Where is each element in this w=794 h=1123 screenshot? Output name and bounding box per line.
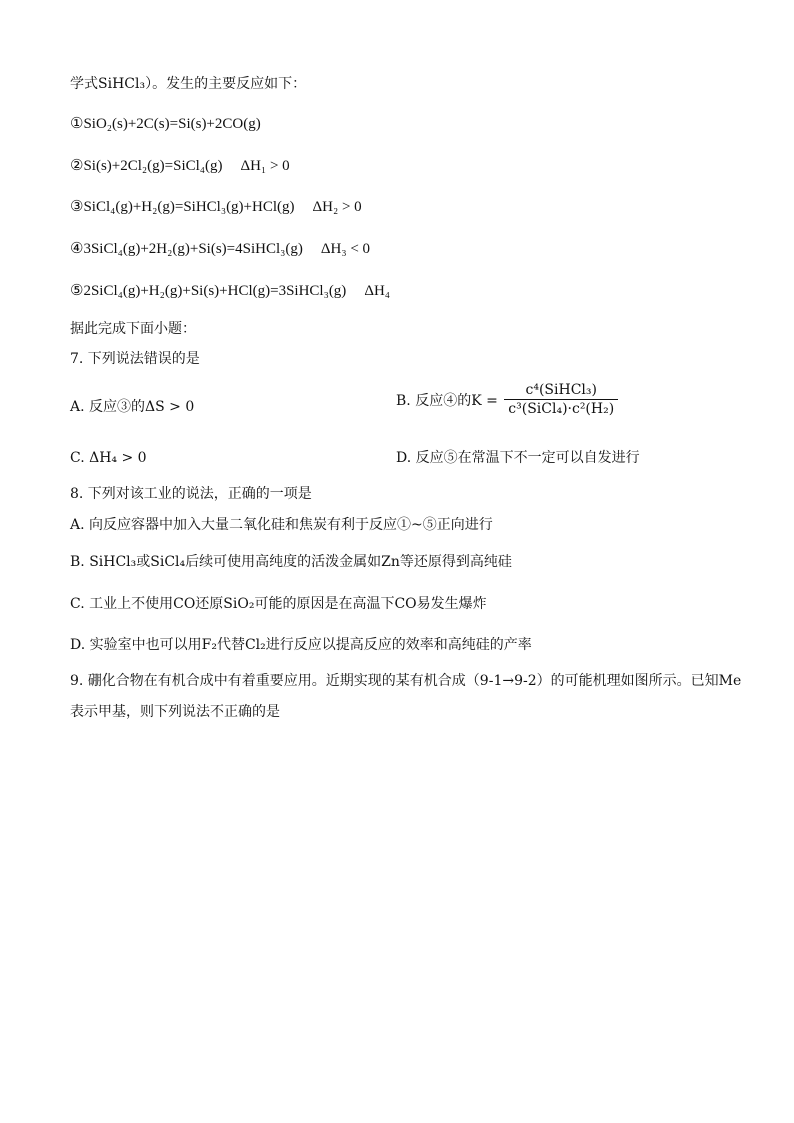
reaction-equation: ①SiO₂(s)+2C(s)=Si(s)+2CO(g) bbox=[70, 116, 261, 132]
question-8-option-b: B. SiHCl₃或SiCl₄后续可使用高纯度的活泼金属如Zn等还原得到高纯硅 bbox=[70, 554, 512, 570]
reaction-equation: ②Si(s)+2Cl₂(g)=SiCl₄(g) bbox=[70, 158, 223, 174]
reaction-1 bbox=[70, 115, 261, 133]
question-7-stem: 7. 下列说法错误的是 bbox=[70, 351, 200, 367]
reaction-equation: ③SiCl₄(g)+H₂(g)=SiHCl₃(g)+HCl(g) bbox=[70, 199, 295, 215]
question-8-option-d: D. 实验室中也可以用F₂代替Cl₂进行反应以提高反应的效率和高纯硅的产率 bbox=[70, 637, 532, 653]
question-7-option-a: A. 反应③的ΔS > 0 bbox=[70, 399, 195, 415]
intro-text: 学式SiHCl₃）。发生的主要反应如下： bbox=[70, 76, 307, 92]
enthalpy-condition: ΔH₄ bbox=[364, 283, 391, 299]
question-9-stem-line-2: 表示甲基，则下列说法不正确的是 bbox=[70, 704, 280, 720]
reaction-3 bbox=[70, 198, 362, 216]
option-b-prefix: B. 反应④的K = bbox=[396, 392, 498, 409]
question-7-option-c: C. ΔH₄ > 0 bbox=[70, 450, 147, 466]
fraction-numerator: c⁴(SiHCl₃) bbox=[504, 381, 618, 400]
question-8-stem: 8. 下列对该工业的说法，正确的一项是 bbox=[70, 486, 312, 502]
enthalpy-condition: ΔH₁ > 0 bbox=[240, 158, 290, 174]
reaction-5 bbox=[70, 282, 390, 300]
enthalpy-condition: ΔH₃ < 0 bbox=[320, 241, 371, 257]
fraction-denominator: c³(SiCl₄)·c²(H₂) bbox=[508, 401, 615, 417]
reaction-4 bbox=[70, 240, 370, 258]
reaction-equation: ④3SiCl₄(g)+2H₂(g)+Si(s)=4SiHCl₃(g) bbox=[70, 241, 303, 257]
enthalpy-condition: ΔH₂ > 0 bbox=[312, 199, 362, 215]
question-9-stem-line-1: 9. 硼化合物在有机合成中有着重要应用。近期实现的某有机合成（9-1→9-2）的可能机理如图所示。已知Me bbox=[70, 673, 742, 689]
question-7-option-d: D. 反应⑤在常温下不一定可以自发进行 bbox=[396, 450, 640, 466]
reaction-equation: ⑤2SiCl₄(g)+H₂(g)+Si(s)+HCl(g)=3SiHCl₃(g) bbox=[70, 283, 347, 299]
equilibrium-constant-fraction bbox=[504, 381, 618, 418]
question-8-option-c: C. 工业上不使用CO还原SiO₂可能的原因是在高温下CO易发生爆炸 bbox=[70, 596, 487, 612]
question-7-option-b bbox=[396, 381, 620, 418]
reaction-2 bbox=[70, 157, 290, 175]
prompt-text: 据此完成下面小题： bbox=[70, 321, 196, 337]
question-8-option-a: A. 向反应容器中加入大量二氧化硅和焦炭有利于反应①~⑤正向进行 bbox=[70, 517, 493, 533]
